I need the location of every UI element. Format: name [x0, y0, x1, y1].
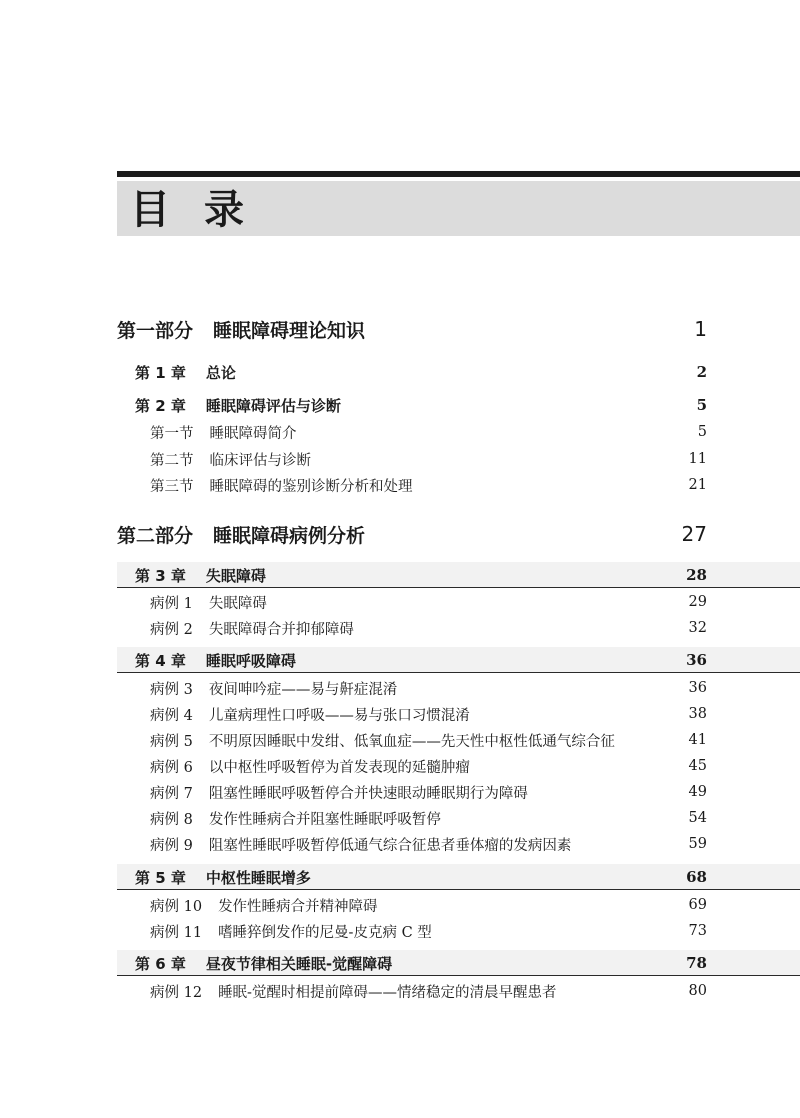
- toc-label: [117, 316, 365, 343]
- toc-label: [150, 756, 470, 777]
- toc-page-number: 28: [686, 566, 707, 584]
- toc-title: 以中枢性呼吸暂停为首发表现的延髓肿瘤: [208, 759, 470, 776]
- toc-title: 阻塞性睡眠呼吸暂停低通气综合征患者垂体瘤的发病因素: [208, 837, 572, 854]
- toc-title: 临床评估与诊断: [209, 452, 311, 469]
- toc-title: 发作性睡病合并精神障碍: [218, 898, 378, 915]
- toc-label: [150, 475, 413, 496]
- toc-title: 睡眠障碍的鉴别诊断分析和处理: [209, 478, 413, 495]
- toc-number: 第一部分: [117, 319, 194, 342]
- toc-number: 病例 12: [150, 984, 203, 1001]
- toc-number: 病例 11: [150, 924, 203, 941]
- toc-label: [135, 867, 311, 888]
- toc-label: [150, 808, 441, 829]
- toc-label: [150, 834, 571, 855]
- toc-page-number: 5: [696, 396, 707, 414]
- toc-number: 第二部分: [117, 524, 194, 547]
- toc-title: 总论: [205, 363, 236, 382]
- toc-page-number: 68: [686, 868, 707, 886]
- toc-page-number: 73: [688, 923, 707, 939]
- toc-number: 第一节: [150, 425, 194, 442]
- toc-entry-row[interactable]: [150, 615, 707, 641]
- toc-label: [135, 565, 266, 586]
- page-title: 目录: [130, 186, 278, 233]
- toc-page-number: 69: [688, 897, 707, 913]
- toc-entry-row[interactable]: [150, 753, 707, 779]
- toc-entry-row[interactable]: [150, 446, 707, 472]
- toc-page-number: 54: [688, 810, 707, 826]
- toc-number: 病例 5: [150, 733, 193, 750]
- toc-label: [135, 650, 296, 671]
- toc-title: 睡眠障碍理论知识: [213, 319, 366, 342]
- toc-page-number: 36: [688, 680, 707, 696]
- toc-label: [150, 449, 311, 470]
- toc-page-number: 78: [686, 954, 707, 972]
- toc-page-number: 2: [696, 363, 707, 381]
- toc-label: [150, 422, 297, 443]
- toc-chapter-row[interactable]: [135, 647, 707, 673]
- toc-number: 病例 4: [150, 707, 193, 724]
- toc-number: 病例 1: [150, 595, 193, 612]
- toc-title: 儿童病理性口呼吸——易与张口习惯混淆: [208, 707, 470, 724]
- toc-page-number: 5: [697, 424, 707, 440]
- toc-page-number: 41: [688, 732, 707, 748]
- toc-label: [135, 395, 341, 416]
- toc-entry-row[interactable]: [150, 978, 707, 1004]
- toc-entry-row[interactable]: [150, 701, 707, 727]
- toc-chapter-row[interactable]: [135, 950, 707, 976]
- toc-title: 睡眠障碍病例分析: [213, 524, 366, 547]
- toc-label: [135, 362, 236, 383]
- toc-number: 第三节: [150, 478, 194, 495]
- toc-title: 中枢性睡眠增多: [205, 868, 311, 887]
- toc-entry-row[interactable]: [150, 831, 707, 857]
- toc-label: [135, 953, 392, 974]
- toc-number: 第 2 章: [135, 396, 186, 415]
- toc-title: 睡眠-觉醒时相提前障碍——情绪稳定的清晨早醒患者: [218, 984, 557, 1001]
- toc-number: 病例 9: [150, 837, 193, 854]
- toc-page-number: 36: [686, 651, 707, 669]
- toc-page-number: 32: [688, 620, 707, 636]
- toc-number: 病例 6: [150, 759, 193, 776]
- toc-number: 第 6 章: [135, 954, 186, 973]
- toc-number: 病例 3: [150, 681, 193, 698]
- toc-title: 不明原因睡眠中发绀、低氧血症——先天性中枢性低通气综合征: [208, 733, 615, 750]
- toc-label: [150, 592, 267, 613]
- toc-number: 病例 8: [150, 811, 193, 828]
- toc-title: 发作性睡病合并阻塞性睡眠呼吸暂停: [208, 811, 441, 828]
- toc-label: [150, 618, 354, 639]
- title-top-rule: [117, 171, 800, 177]
- toc-title: 睡眠呼吸障碍: [205, 651, 296, 670]
- toc-entry-row[interactable]: [150, 472, 707, 498]
- toc-number: 第 5 章: [135, 868, 186, 887]
- toc-title: 阻塞性睡眠呼吸暂停合并快速眼动睡眠期行为障碍: [208, 785, 528, 802]
- toc-chapter-row[interactable]: [135, 864, 707, 890]
- toc-page-number: 1: [694, 317, 707, 341]
- toc-page-number: 49: [688, 784, 707, 800]
- toc-number: 第 4 章: [135, 651, 186, 670]
- toc-entry-row[interactable]: [150, 419, 707, 445]
- toc-entry-row[interactable]: [150, 805, 707, 831]
- toc-label: [117, 521, 365, 548]
- toc-page-number: 80: [688, 983, 707, 999]
- toc-entry-row[interactable]: [150, 727, 707, 753]
- toc-chapter-row[interactable]: [135, 359, 707, 385]
- toc-page-number: 11: [688, 451, 707, 467]
- toc-label: [150, 704, 470, 725]
- toc-label: [150, 782, 528, 803]
- toc-number: 第 1 章: [135, 363, 186, 382]
- toc-page-number: 38: [688, 706, 707, 722]
- toc-page-number: 21: [688, 477, 707, 493]
- toc-number: 病例 2: [150, 621, 193, 638]
- toc-title: 昼夜节律相关睡眠-觉醒障碍: [205, 954, 393, 973]
- toc-label: [150, 730, 615, 751]
- toc-label: [150, 921, 432, 942]
- toc-title: 夜间呻吟症——易与鼾症混淆: [208, 681, 398, 698]
- toc-page-number: 27: [681, 522, 707, 546]
- toc-label: [150, 895, 378, 916]
- toc-chapter-row[interactable]: [135, 562, 707, 588]
- toc-label: [150, 678, 397, 699]
- toc-entry-row[interactable]: [150, 589, 707, 615]
- toc-part-row[interactable]: [117, 518, 707, 550]
- toc-entry-row[interactable]: [150, 918, 707, 944]
- toc-label: [150, 981, 556, 1002]
- toc-entry-row[interactable]: [150, 779, 707, 805]
- toc-entry-row[interactable]: [150, 675, 707, 701]
- toc-number: 第二节: [150, 452, 194, 469]
- toc-title: 失眠障碍合并抑郁障碍: [208, 621, 354, 638]
- toc-title: 失眠障碍: [208, 595, 267, 612]
- toc-number: 病例 7: [150, 785, 193, 802]
- toc-title: 睡眠障碍简介: [209, 425, 297, 442]
- toc-title: 睡眠障碍评估与诊断: [205, 396, 341, 415]
- toc-entry-row[interactable]: [150, 892, 707, 918]
- toc-title: 嗜睡猝倒发作的尼曼-皮克病 C 型: [218, 924, 432, 941]
- toc-chapter-row[interactable]: [135, 392, 707, 418]
- toc-title: 失眠障碍: [205, 566, 266, 585]
- toc-part-row[interactable]: [117, 313, 707, 345]
- toc-number: 第 3 章: [135, 566, 186, 585]
- toc-page-number: 29: [688, 594, 707, 610]
- toc-number: 病例 10: [150, 898, 203, 915]
- toc-page-number: 45: [688, 758, 707, 774]
- toc-page-number: 59: [688, 836, 707, 852]
